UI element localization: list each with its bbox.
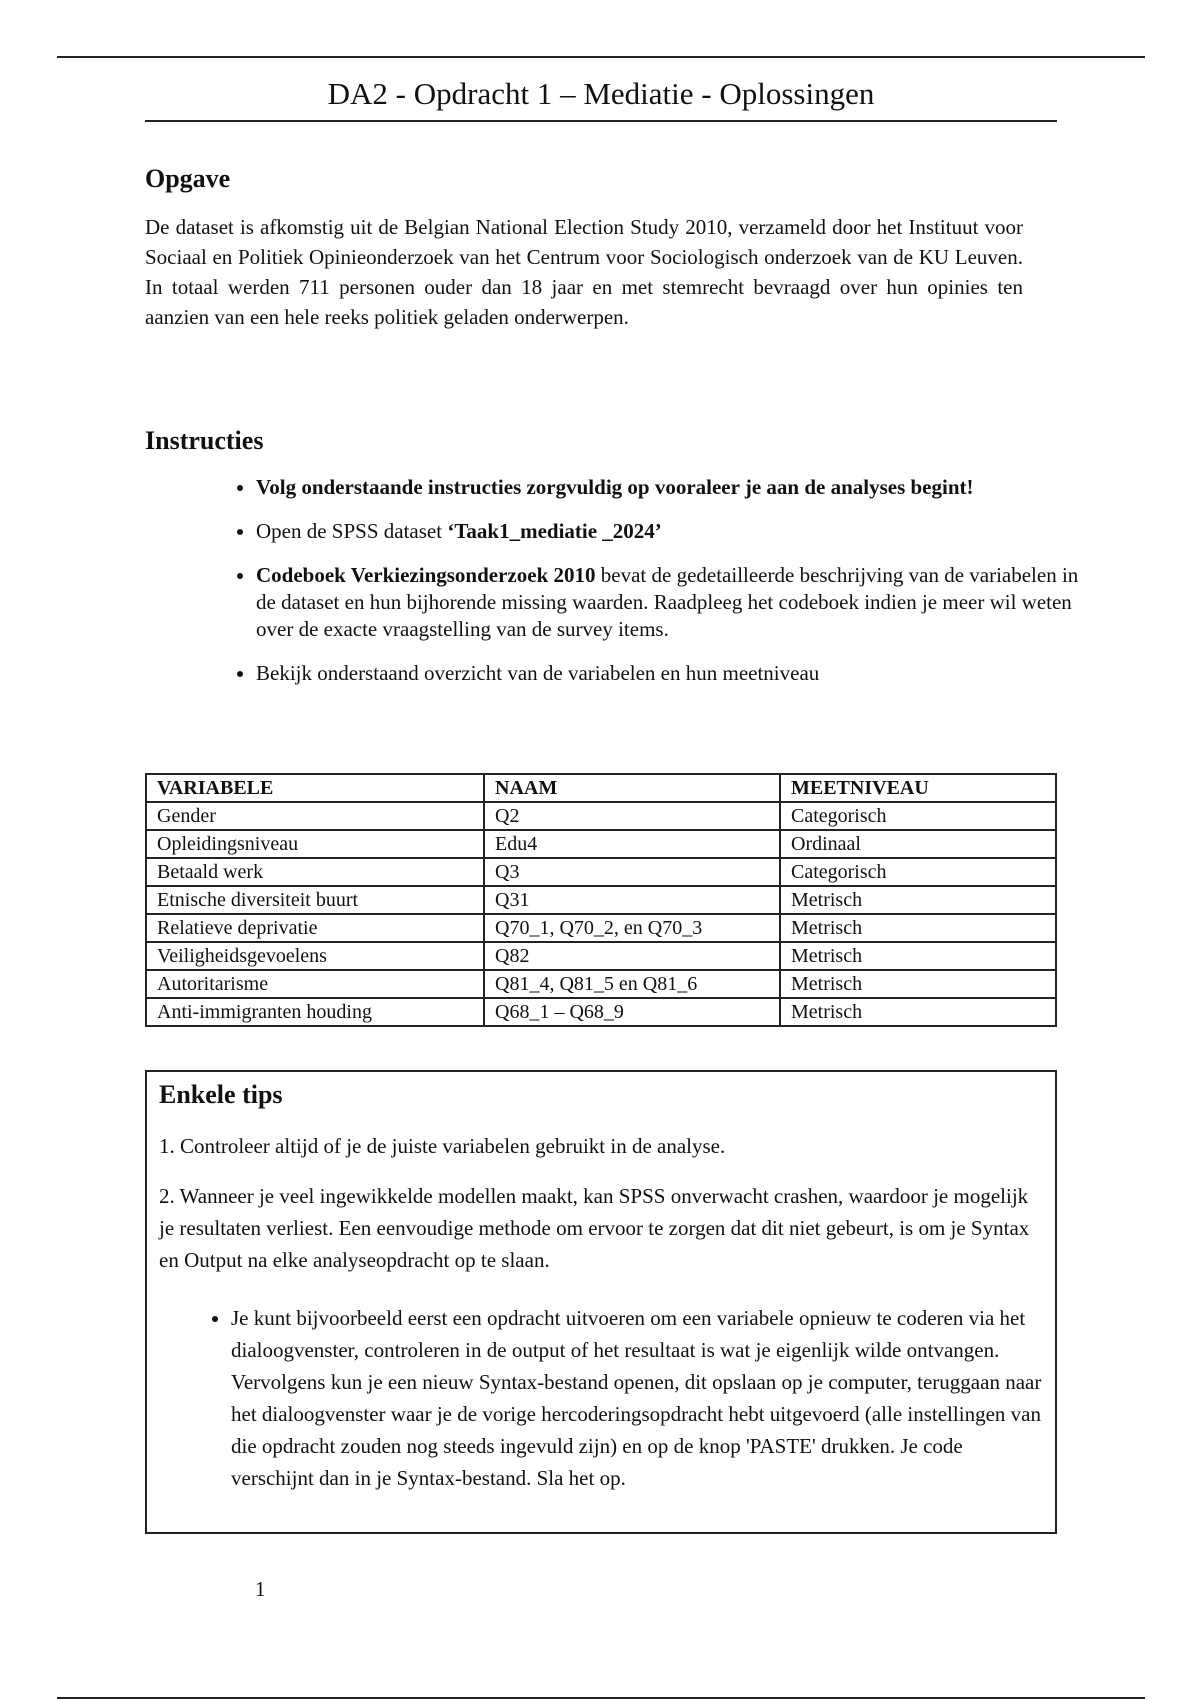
cell-meetniveau: Metrisch bbox=[780, 970, 1056, 998]
cell-meetniveau: Categorisch bbox=[780, 802, 1056, 830]
variables-table bbox=[145, 773, 1057, 1027]
header-variabele: VARIABELE bbox=[146, 774, 484, 802]
tip-2: 2. Wanneer je veel ingewikkelde modellen maakt, kan SPSS onverwacht crashen, waardoor je mogelijk je resultaten verliest. Een eenvoudige methode om ervoor te zorgen dat dit niet gebeurt, is om je Syntax en Output na elke analyseopdracht op te slaan. bbox=[159, 1184, 1030, 1272]
cell-meetniveau: Categorisch bbox=[780, 858, 1056, 886]
cell-meetniveau: Metrisch bbox=[780, 942, 1056, 970]
header-naam: NAAM bbox=[484, 774, 780, 802]
table-row bbox=[146, 970, 1056, 998]
cell-naam: Q2 bbox=[484, 802, 780, 830]
cell-meetniveau: Metrisch bbox=[780, 998, 1056, 1026]
cell-meetniveau: Ordinaal bbox=[780, 830, 1056, 858]
cell-naam: Q70_1, Q70_2, en Q70_3 bbox=[484, 914, 780, 942]
cell-naam: Q68_1 – Q68_9 bbox=[484, 998, 780, 1026]
tips-box bbox=[145, 1070, 1057, 1534]
cell-variabele: Betaald werk bbox=[146, 858, 484, 886]
table-row bbox=[146, 858, 1056, 886]
table-header-row bbox=[146, 774, 1056, 802]
table-row bbox=[146, 886, 1056, 914]
header-meetniveau: MEETNIVEAU bbox=[780, 774, 1056, 802]
codebook-name: Codeboek Verkiezingsonderzoek 2010 bbox=[256, 563, 596, 587]
tips-list bbox=[159, 1302, 1045, 1494]
table-row bbox=[146, 914, 1056, 942]
instruction-item bbox=[256, 562, 1091, 643]
cell-variabele: Autoritarisme bbox=[146, 970, 484, 998]
cell-variabele: Anti-immigranten houding bbox=[146, 998, 484, 1026]
cell-naam: Q31 bbox=[484, 886, 780, 914]
tips-heading: Enkele tips bbox=[159, 1080, 283, 1109]
cell-variabele: Opleidingsniveau bbox=[146, 830, 484, 858]
instruction-item bbox=[256, 518, 1091, 545]
table-row bbox=[146, 802, 1056, 830]
cell-naam: Q81_4, Q81_5 en Q81_6 bbox=[484, 970, 780, 998]
cell-naam: Q82 bbox=[484, 942, 780, 970]
instruction-item bbox=[256, 660, 1091, 687]
instructies-list bbox=[212, 474, 1091, 687]
table-row bbox=[146, 830, 1056, 858]
instruction-text: Open de SPSS dataset bbox=[256, 519, 448, 543]
opgave-heading: Opgave bbox=[145, 164, 231, 193]
tip-bullet: • Je kunt bijvoorbeeld eerst een opdracht uitvoeren om een variabele opnieuw te coderen via het dialoogvenster, controleren in de output of het resultaat is wat je eigenlijk wilde ontvangen. Vervolgens kun je een nieuw Syntax-bestand openen, dit opslaan op je computer, teruggaan naar het dialoogvenster waar je de vorige hercoderingsopdracht hebt uitgevoerd (alle instellingen van die opdracht zouden nog steeds ingevuld zijn) en op de knop 'PASTE' drukken. Je code verschijnt dan in je Syntax-bestand. Sla het op. bbox=[231, 1302, 1045, 1494]
opgave-text: De dataset is afkomstig uit de Belgian National Election Study 2010, verzameld door het Instituut voor Sociaal en Politiek Opinieonderzoek van het Centrum voor Sociologisch onderzoek van de KU Leuven. In totaal werden 711 personen ouder dan 18 jaar en met stemrecht bevraagd over hun opinies ten aanzien van een hele reeks politiek geladen onderwerpen. bbox=[145, 215, 1023, 329]
cell-variabele: Etnische diversiteit buurt bbox=[146, 886, 484, 914]
cell-naam: Edu4 bbox=[484, 830, 780, 858]
table-row bbox=[146, 998, 1056, 1026]
cell-meetniveau: Metrisch bbox=[780, 886, 1056, 914]
cell-variabele: Gender bbox=[146, 802, 484, 830]
bottom-rule bbox=[57, 1697, 1145, 1699]
tip-1: 1. Controleer altijd of je de juiste variabelen gebruikt in de analyse. bbox=[159, 1134, 726, 1158]
top-rule bbox=[57, 56, 1145, 58]
document-title: DA2 - Opdracht 1 – Mediatie - Oplossingen bbox=[145, 74, 1057, 122]
instruction-text: bevat de gedetailleerde beschrijving van de variabelen in de dataset en hun bijhorende missing waarden. Raadpleeg het codeboek indien je meer wil weten over de exacte vraagstelling van de survey items. bbox=[256, 563, 1079, 641]
instruction-bold: Volg onderstaande instructies zorgvuldig op vooraleer je aan de analyses begint! bbox=[256, 475, 974, 499]
instructies-heading: Instructies bbox=[145, 426, 264, 455]
instruction-text: Bekijk onderstaand overzicht van de variabelen en hun meetniveau bbox=[256, 661, 820, 685]
dataset-name: ‘Taak1_mediatie _2024’ bbox=[447, 519, 662, 543]
cell-meetniveau: Metrisch bbox=[780, 914, 1056, 942]
page-number: 1 bbox=[255, 1577, 266, 1601]
cell-variabele: Relatieve deprivatie bbox=[146, 914, 484, 942]
cell-naam: Q3 bbox=[484, 858, 780, 886]
table-row bbox=[146, 942, 1056, 970]
cell-variabele: Veiligheidsgevoelens bbox=[146, 942, 484, 970]
instruction-item bbox=[256, 474, 1091, 501]
